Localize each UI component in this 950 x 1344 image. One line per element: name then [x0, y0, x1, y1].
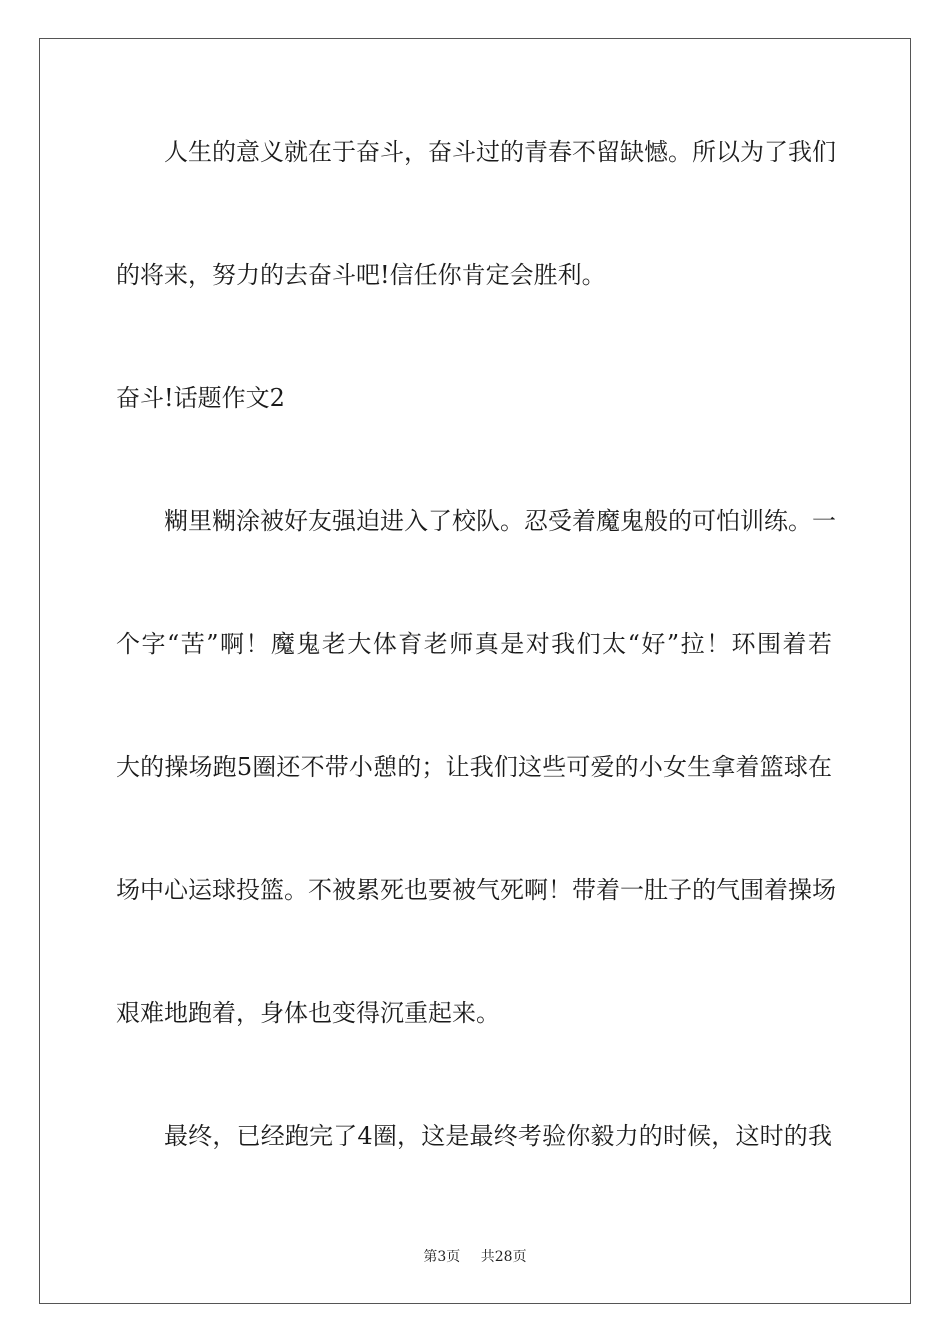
paragraph-2-line-4: 场中心运球投篮。不被累死也要被气死啊！带着一肚子的气围着操场: [116, 876, 836, 904]
section-heading: 奋斗!话题作文2: [116, 384, 285, 412]
page-footer: [0, 1247, 950, 1267]
paragraph-2-line-3: 大的操场跑5圈还不带小憩的；让我们这些可爱的小女生拿着篮球在: [116, 753, 832, 781]
paragraph-2-line-1: 糊里糊涂被好友强迫进入了校队。忍受着魔鬼般的可怕训练。一: [164, 507, 836, 535]
page-number: 第3页: [423, 1249, 461, 1265]
page-total: 共28页: [480, 1249, 527, 1265]
paragraph-3-line-1: 最终，已经跑完了4圈，这是最终考验你毅力的时候，这时的我: [164, 1122, 832, 1150]
page-border: [39, 38, 911, 1304]
paragraph-2-line-5: 艰难地跑着，身体也变得沉重起来。: [116, 999, 500, 1027]
paragraph-1-line-2: 的将来，努力的去奋斗吧!信任你肯定会胜利。: [116, 261, 606, 289]
paragraph-1-line-1: 人生的意义就在于奋斗，奋斗过的青春不留缺憾。所以为了我们: [164, 138, 836, 166]
paragraph-2-line-2: 个字“苦”啊！魔鬼老大体育老师真是对我们太“好”拉！环围着若: [116, 630, 832, 658]
